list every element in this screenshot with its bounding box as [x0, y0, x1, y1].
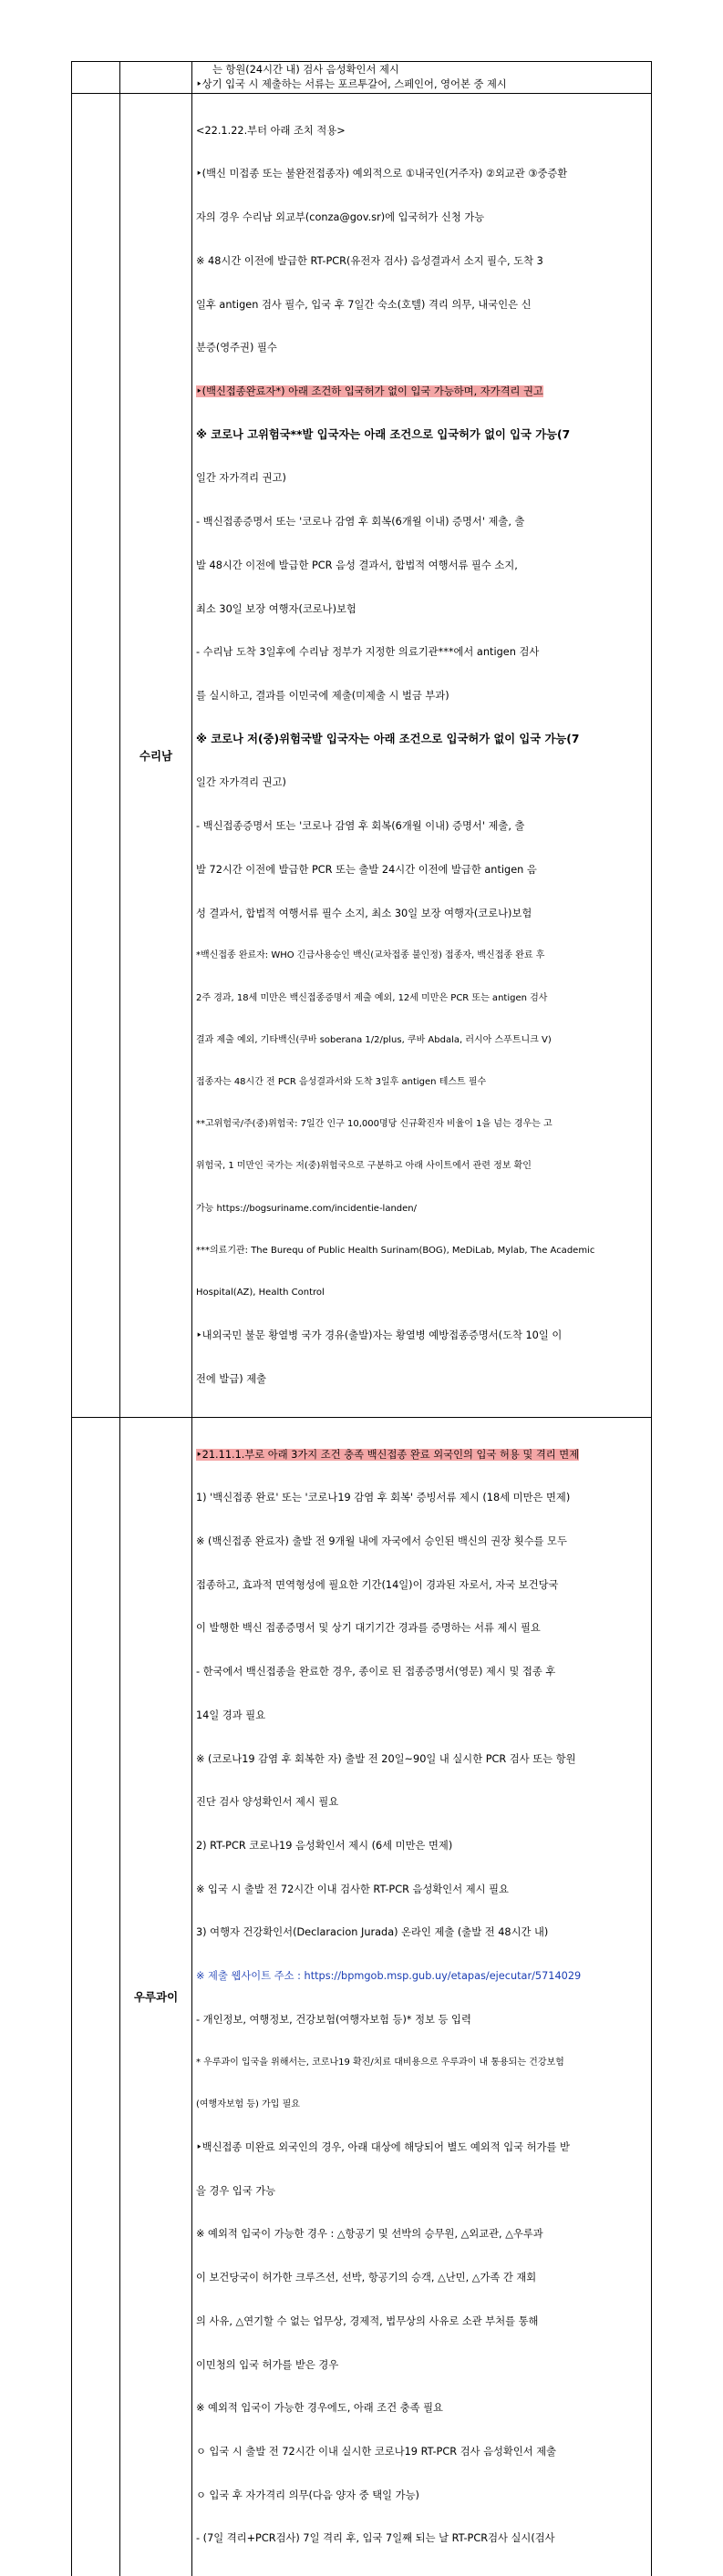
- submission-website-link[interactable]: ※ 제출 웹사이트 주소 : https://bpmgob.msp.gub.uy/etapas/ejecutar/5714029: [196, 1970, 582, 1983]
- table-row: [71, 1418, 652, 2576]
- text-line: 1) '백신접종 완료' 또는 '코로나19 감염 후 회복' 증빙서류 제시 (18세 미만은 면제): [196, 1492, 571, 1504]
- text-line: 성 결과서, 합법적 여행서류 필수 소지, 최소 30일 보장 여행자(코로나)보험: [196, 907, 532, 919]
- text-line: ※ 48시간 이전에 발급한 RT-PCR(유전자 검사) 음성결과서 소지 필수, 도착 3: [196, 254, 543, 267]
- text-line: 일간 자가격리 권고): [196, 472, 286, 485]
- text-line: ※ 코로나 고위험국**발 입국자는 아래 조건으로 입국허가 없이 입국 가능(7: [196, 427, 571, 441]
- text-line: - (7일 격리+PCR검사) 7일 격리 후, 입국 7일째 되는 날 RT-PCR검사 실시(검사: [196, 2532, 555, 2545]
- text-line: 진단 검사 양성확인서 제시 필요: [196, 1796, 339, 1809]
- text-line: ※ 예외적 입국이 가능한 경우 : △항공기 및 선박의 승무원, △외교관, △우루과: [196, 2228, 543, 2241]
- footnote-line: ***의료기관: The Burequ of Public Health Surinam(BOG), MeDiLab, Mylab, The Academic: [196, 1245, 595, 1256]
- text-line: 이 보건당국이 허가한 크루즈선, 선박, 항공기의 승객, △난민, △가족 간 재회: [196, 2272, 537, 2284]
- text-line: 접종하고, 효과적 면역형성에 필요한 기간(14일)이 경과된 자로서, 자국 보건당국: [196, 1578, 559, 1591]
- footnote-line: Hospital(AZ), Health Control: [196, 1288, 325, 1298]
- text-line: ※ 입국 시 출발 전 72시간 이내 검사한 RT-PCR 음성확인서 제시 필요: [196, 1883, 509, 1895]
- info-cell: [192, 94, 652, 1417]
- text-line: ㅇ 입국 후 자가격리 의무(다음 양자 중 택일 가능): [196, 2489, 419, 2501]
- text-line: 2) RT-PCR 코로나19 음성확인서 제시 (6세 미만은 면제): [196, 1839, 453, 1852]
- text-line: 3) 여행자 건강확인서(Declaracion Jurada) 온라인 제출 (출발 전 48시간 내): [196, 1926, 549, 1939]
- footnote-line: (여행자보험 등) 가입 필요: [196, 2099, 300, 2109]
- country-name-suriname: 수리남: [120, 94, 192, 1417]
- text-line: 는 항원(24시간 내) 검사 음성확인서 제시: [196, 64, 399, 76]
- table-row: [71, 61, 652, 94]
- text-line: 을 경우 입국 가능: [196, 2184, 276, 2197]
- empty-cell: [71, 1418, 120, 2576]
- text-line: - 백신접종증명서 또는 '코로나 감염 후 회복(6개월 이내) 증명서' 제출, 출: [196, 820, 525, 833]
- table-row: [71, 94, 652, 1418]
- footnote-line: 2주 경과, 18세 미만은 백신접종증명서 제출 예외, 12세 미만은 PCR 또는 antigen 검사: [196, 992, 548, 1003]
- text-line: [196, 385, 647, 399]
- text-line: 이민청의 입국 허가를 받은 경우: [196, 2358, 339, 2371]
- text-line: 의 사유, △연기할 수 없는 업무상, 경제적, 법무상의 사유로 소관 부처를 통해: [196, 2314, 539, 2327]
- text-line: 이 발행한 백신 접종증명서 및 상기 대기기간 경과를 증명하는 서류 제시 필요: [196, 1622, 541, 1635]
- text-line: [196, 1448, 647, 1462]
- text-line: - 백신접종증명서 또는 '코로나 감염 후 회복(6개월 이내) 증명서' 제출, 출: [196, 516, 525, 529]
- highlighted-text: ‣(백신접종완료자*) 아래 조건하 입국허가 없이 입국 가능하며, 자가격리 권고: [196, 385, 543, 397]
- footnote-line: **고위험국/주(중)위험국: 7일간 인구 10,000명당 신규확진자 비율이 1을 넘는 경우는 고: [196, 1119, 553, 1130]
- text-line: 분증(영주권) 필수: [196, 342, 277, 354]
- text-line: - 수리남 도착 3일후에 수리남 정부가 지정한 의료기관***에서 antigen 검사: [196, 646, 540, 659]
- highlighted-text: ‣21.11.1.부로 아래 3가지 조건 충족 백신접종 완료 외국인의 입국 허용 및 격리 면제: [196, 1448, 580, 1461]
- text-line: ㅇ 입국 시 출발 전 72시간 이내 실시한 코로나19 RT-PCR 검사 음성확인서 제출: [196, 2446, 557, 2458]
- text-line: ※ (백신접종 완료자) 출발 전 9개월 내에 자국에서 승인된 백신의 권장 횟수를 모두: [196, 1534, 567, 1547]
- text-line: ‣(백신 미접종 또는 불완전접종자) 예외적으로 ①내국인(거주자) ②외교관 ③중증환: [196, 168, 568, 180]
- text-line: 발 48시간 이전에 발급한 PCR 음성 결과서, 합법적 여행서류 필수 소지,: [196, 559, 518, 571]
- country-name-uruguay: 우루과이: [120, 1418, 192, 2576]
- text-line: 일후 antigen 검사 필수, 입국 후 7일간 숙소(호텔) 격리 의무, 내국인은 신: [196, 298, 532, 311]
- info-cell: [192, 62, 652, 93]
- text-line: ※ (코로나19 감염 후 회복한 자) 출발 전 20일~90일 내 실시한 PCR 검사 또는 항원: [196, 1752, 576, 1765]
- text-line: - 한국에서 백신접종을 완료한 경우, 종이로 된 접종증명서(영문) 제시 및 접종 후: [196, 1666, 556, 1678]
- text-line: <22.1.22.부터 아래 조치 적용>: [196, 124, 346, 137]
- text-line: - 개인정보, 여행정보, 건강보험(여행자보험 등)* 정보 등 입력: [196, 2013, 471, 2026]
- text-line: ※ 코로나 저(중)위험국발 입국자는 아래 조건으로 입국허가 없이 입국 가능(7: [196, 732, 580, 745]
- text-line: ‣내외국민 불문 황열병 국가 경유(출발)자는 황열병 예방접종증명서(도착 10일 이: [196, 1329, 563, 1342]
- info-cell: [192, 1418, 652, 2576]
- text-line: ※ 예외적 입국이 가능한 경우에도, 아래 조건 충족 필요: [196, 2402, 443, 2415]
- text-line: ‣백신접종 미완료 외국인의 경우, 아래 대상에 해당되어 별도 예외적 입국 허가를 받: [196, 2141, 570, 2153]
- text-line: 발 72시간 이전에 발급한 PCR 또는 출발 24시간 이전에 발급한 antigen 음: [196, 863, 537, 876]
- text-line: ‣상기 입국 시 제출하는 서류는 포르투갈어, 스페인어, 영어본 중 제시: [196, 77, 507, 90]
- travel-info-table: [71, 61, 652, 2576]
- footnote-line: *백신접종 완료자: WHO 긴급사용승인 백신(교차접종 불인정) 접종자, 백신접종 완료 후: [196, 950, 545, 961]
- footnote-line: 접종자는 48시간 전 PCR 음성결과서와 도착 3일후 antigen 테스트 필수: [196, 1076, 487, 1087]
- text-line: 자의 경우 수리남 외교부(conza@gov.sr)에 입국허가 신청 가능: [196, 211, 485, 224]
- footnote-line: 가능 https://bogsuriname.com/incidentie-landen/: [196, 1203, 418, 1214]
- text-line: 전에 발급) 제출: [196, 1372, 267, 1385]
- text-line: 일간 자가격리 권고): [196, 776, 286, 789]
- empty-cell: [71, 94, 120, 1417]
- footnote-line: * 우루과이 입국을 위해서는, 코로나19 확진/치료 대비용으로 우루과이 내 통용되는 건강보험: [196, 2057, 564, 2068]
- text-line: 최소 30일 보장 여행자(코로나)보험: [196, 602, 356, 615]
- country-cell: [120, 62, 192, 93]
- empty-cell: [71, 62, 120, 93]
- footnote-line: 위험국, 1 미만인 국가는 저(중)위험국으로 구분하고 아래 사이트에서 관련 정보 확인: [196, 1161, 532, 1172]
- footnote-line: 결과 제출 예외, 기타백신(쿠바 soberana 1/2/plus, 쿠바 Abdala, 러시아 스푸트니크 V): [196, 1034, 552, 1045]
- text-line: 14일 경과 필요: [196, 1709, 266, 1721]
- text-line: 를 실시하고, 결과를 이민국에 제출(미제출 시 벌금 부과): [196, 689, 449, 702]
